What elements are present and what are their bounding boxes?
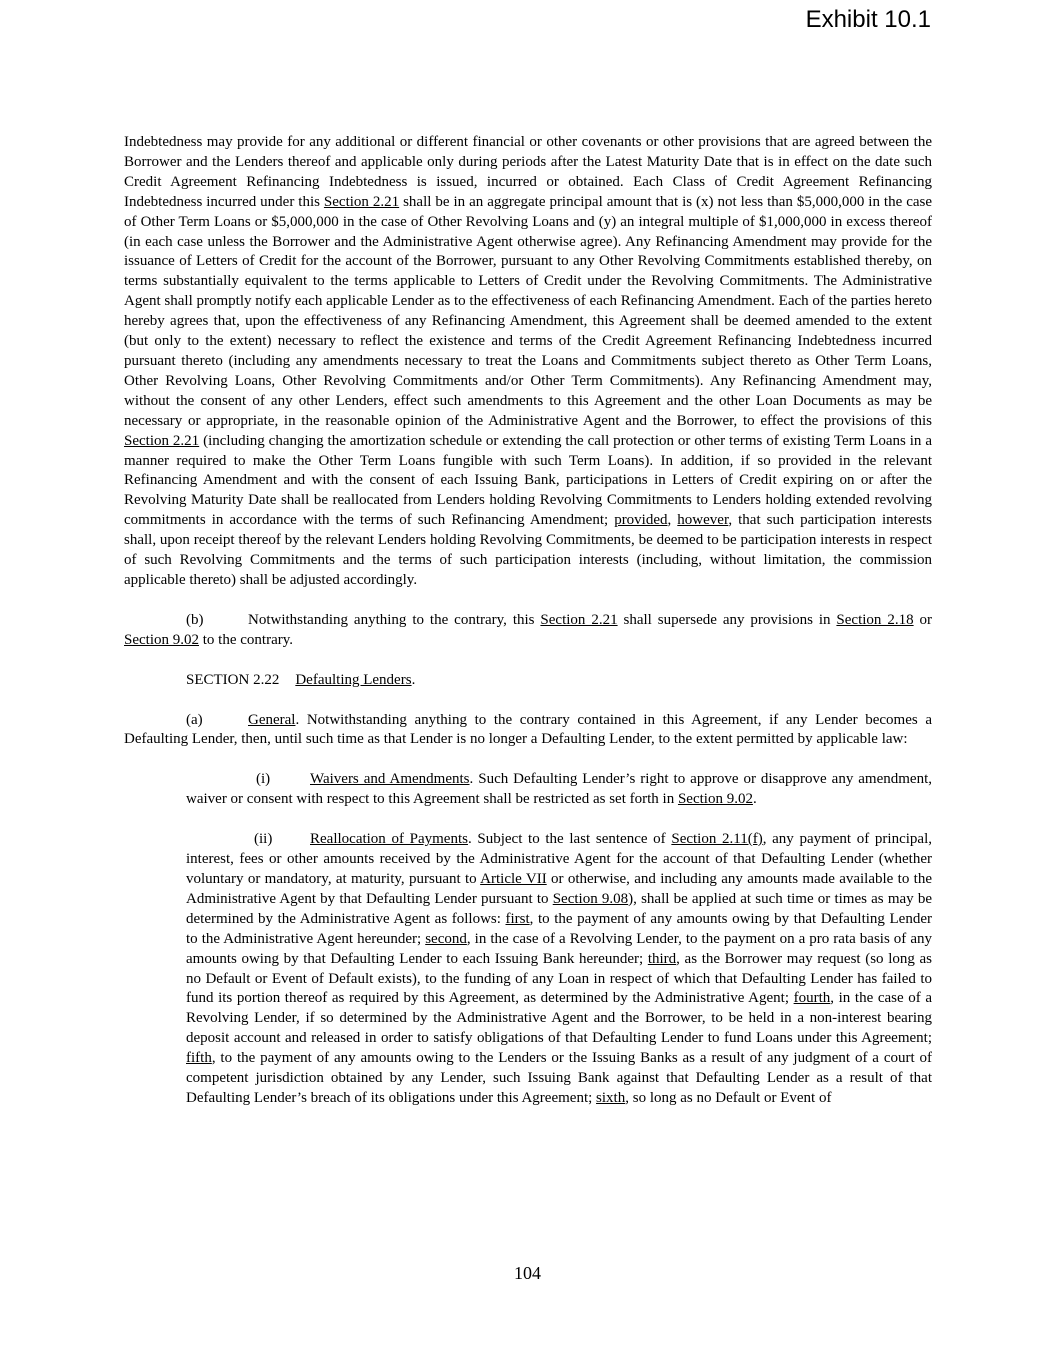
text: Indebtedness may provide for any additional or different financial or other covenants or other provisions that are agreed between the Borrower and the Lenders thereof and applicable only during periods after the Latest Maturity Date that is in effect on the date such Credit Agreement Refinancing Indebtedness is issued, incurred or obtained. Each Class of Credit Agreement Refinancing Indebtedness incurred under this [124,134,932,210]
paragraph-continuation [124,133,932,591]
cross-reference: Section 9.02 [677,791,753,808]
emphasis-term: fourth [793,990,831,1007]
text: , [667,512,678,529]
text: , that such participation interests shall, upon receipt thereof by the relevant Lenders holding Revolving Commitments, be deemed to be participation interests in respect of such Revolving Commitments and the terms of such participation interests (including, without limitation, the commission applicable thereto) shall be adjusted accordingly. [124,512,932,588]
clause-label: (a) [186,711,203,728]
text: shall supersede any provisions in [617,611,837,628]
emphasis-term: provided [614,512,668,529]
page-number: 104 [514,1263,541,1283]
cross-reference: Section 2.21 [323,193,400,210]
text: Notwithstanding anything to the contrary, this [248,611,541,628]
cross-reference: Section 9.08 [552,890,629,907]
text: . Such Defaulting Lender’s right to approve or disapprove any amendment, waiver or consent with respect to this Agreement shall be restricted as set forth in [186,771,933,808]
section-title: Defaulting Lenders [295,671,412,688]
emphasis-term: sixth [596,1089,626,1106]
clause-heading: General [248,711,296,728]
cross-reference: Section 2.21 [540,611,618,628]
text: , in the case of a Revolving Lender, to the payment on a pro rata basis of any amounts owing by that Defaulting Lender to each Issuing Bank hereunder; [186,930,932,967]
clause-label: (ii) [254,831,273,848]
paragraph-b [124,611,932,651]
text: ), shall be applied at such time or times as may be determined by the Administrative Agent as follows: [186,890,932,927]
text: . [411,671,416,688]
cross-reference: Article VII [480,871,547,887]
cross-reference: Section 2.11(f) [671,831,763,848]
text: , in the case of a Revolving Lender, if so determined by the Administrative Agent and the Borrower, to be held in a non-interest bearing deposit account and released in order to satisfy obligations of that Defaulting Lender to fund Loans under this Agreement; [186,990,932,1047]
text: . Subject to the last sentence of [467,831,672,848]
paragraph-a [124,711,932,751]
text: , any payment of principal, interest, fees or other amounts received by the Administrative Agent for the account of that Defaulting Lender (whether voluntary or mandatory, at maturity, pursuant to [186,831,932,887]
section-number: SECTION 2.22 [186,671,280,688]
text: , to the payment of any amounts owing by that Defaulting Lender to the Administrative Agent hereunder; [186,910,932,947]
text: (including changing the amortization schedule or extending the call protection or other terms of existing Term Loans in a manner required to make the Other Term Loans fungible with such Term Loans). In addition, if so provided in the relevant Refinancing Amendment and with the consent of each Issuing Bank, participations in Letters of Credit expiring on or after the Revolving Maturity Date shall be reallocated from Lenders holding Revolving Commitments to Lenders holding extended revolving commitments in accordance with the terms of such Refinancing Amendment; [124,432,933,529]
text: , so long as no Default or Event of [625,1089,832,1106]
section-heading [124,671,932,691]
text: . Notwithstanding anything to the contrary contained in this Agreement, if any Lender becomes a Defaulting Lender, then, until such time as that Lender is no longer a Defaulting Lender, to the extent permitted by applicable law: [124,711,932,748]
text: shall be in an aggregate principal amount that is (x) not less than $5,000,000 in the case of Other Term Loans or $5,000,000 in the case of Other Revolving Loans and (y) an integral multiple of $1,000,000 in excess thereof (in each case unless the Borrower and the Administrative Agent otherwise agree). Any Refinancing Amendment may provide for the issuance of Letters of Credit for the account of the Borrower, pursuant to any Other Revolving Commitments established thereby, on terms substantially equivalent to the terms applicable to Letters of Credit under the Revolving Commitments. The Administrative Agent shall promptly notify each applicable Lender as to the effectiveness of each Refinancing Amendment. Each of the parties hereto hereby agrees that, upon the effectiveness of any Refinancing Amendment, this Agreement shall be deemed amended to the extent (but only to the extent) necessary to reflect the existence and terms of the Credit Agreement Refinancing Indebtedness incurred pursuant thereto (including any amendments necessary to treat the Loans and Commitments subject thereto as Other Term Loans, Other Revolving Loans, Other Revolving Commitments and/or Other Term Commitments). Any Refinancing Amendment may, without the consent of any other Lenders, effect such amendments to this Agreement and the other Loan Documents as may be necessary or appropriate, in the reasonable opinion of the Administrative Agent and the Borrower, to effect the provisions of this [124,193,932,429]
text: or [913,611,933,628]
emphasis-term: second [425,930,467,947]
clause-heading: Waivers and Amendments [310,771,470,788]
text: or otherwise, and including any amounts made available to the Administrative Agent by that Defaulting Lender pursuant to [186,871,932,907]
document-body [124,133,932,1109]
text: , as the Borrower may request (so long as no Default or Event of Default exists), to the funding of any Loan in respect of which that Defaulting Lender has failed to fund its portion thereof as required by this Agreement, as determined by the Administrative Agent; [186,950,933,1007]
text: . [752,791,757,808]
emphasis-term: fifth [186,1050,212,1067]
cross-reference: Section 2.18 [836,611,914,628]
clause-label: (i) [256,771,271,788]
paragraph-i [186,770,932,810]
clause-label: (b) [186,611,204,628]
emphasis-term: however [677,512,729,529]
clause-heading: Reallocation of Payments [310,831,468,848]
cross-reference: Section 9.02 [124,631,199,648]
cross-reference: Section 2.21 [124,432,200,449]
text: , to the payment of any amounts owing to the Lenders or the Issuing Banks as a result of any judgment of a court of competent jurisdiction obtained by any Lender, such Issuing Bank against that Defaulting Lender as a result of that Defaulting Lender’s breach of its obligations under this Agreement; [186,1050,932,1106]
exhibit-label: Exhibit 10.1 [805,6,931,33]
paragraph-ii [186,830,932,1109]
emphasis-term: third [647,950,677,967]
emphasis-term: first [505,910,530,927]
text: to the contrary. [199,631,293,648]
